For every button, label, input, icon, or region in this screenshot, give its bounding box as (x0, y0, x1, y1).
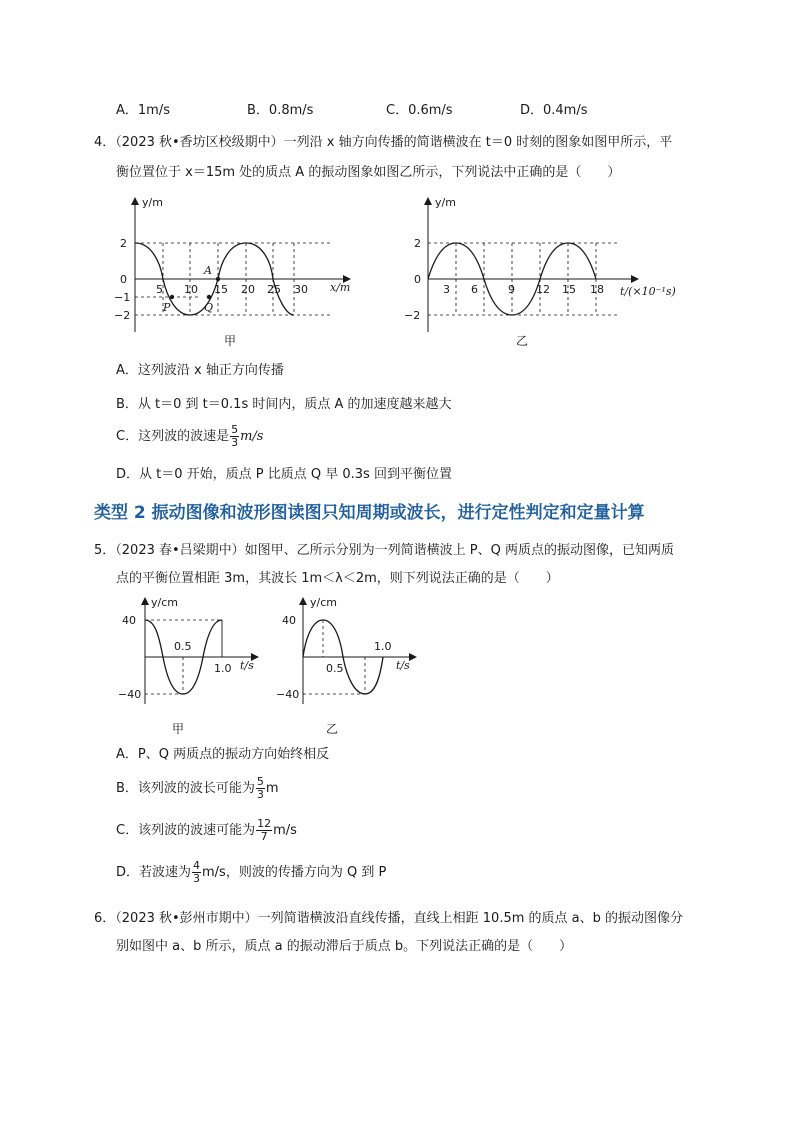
q4-left-ytick-2: 2 (120, 237, 127, 250)
q4-option-c-fraction: $\frac{5}{3}$ (231, 423, 239, 449)
q4-left-xtick-25: 25 (267, 283, 281, 296)
q5-option-c: C．该列波的波速可能为 $\frac{12}{7}$ m/s (116, 817, 297, 843)
q5-q-vibration-graph (270, 592, 430, 712)
q5-left-ytick-m40: −40 (118, 688, 142, 701)
q4-point-p: P (163, 301, 171, 314)
q4-left-xtick-20: 20 (241, 283, 255, 296)
q5-option-b-fraction: $\frac{5}{3}$ (256, 775, 264, 801)
q3-option-c: C．0.6m/s (386, 103, 453, 118)
q4-right-xtick-12: 12 (536, 283, 550, 296)
q5-left-xtick-1-0: 1.0 (214, 662, 232, 675)
q5-option-d-fraction: $\frac{4}{3}$ (193, 859, 201, 885)
q4-left-xlabel: x/m (330, 281, 351, 294)
q5-option-a: A．P、Q 两质点的振动方向始终相反 (116, 747, 330, 762)
q4-left-xtick-10: 10 (184, 283, 198, 296)
q3-option-a: A．1m/s (116, 103, 170, 118)
q5-option-d: D．若波速为 $\frac{4}{3}$ m/s，则波的传播方向为 Q 到 P (116, 859, 387, 885)
q4-right-ylabel: y/m (435, 196, 456, 209)
q4-stem-line2: 衡位置位于 x＝15m 处的质点 A 的振动图象如图乙所示，下列说法中正确的是（ ） (116, 165, 621, 180)
q5-stem-line1: 5．（2023 春•吕梁期中）如图甲、乙所示分别为一列简谐横波上 P、Q 两质点的振动图像，已知两质 (94, 543, 674, 558)
q4-right-xtick-9: 9 (508, 283, 515, 296)
q4-left-ytick-m1: −1 (114, 291, 131, 304)
q4-option-a: A．这列波沿 x 轴正方向传播 (116, 363, 284, 378)
q4-point-q: Q (204, 301, 214, 314)
q5-stem-line2: 点的平衡位置相距 3m，其波长 1m＜λ＜2m，则下列说法正确的是（ ） (116, 571, 559, 586)
q4-vibration-graph (398, 192, 688, 342)
q4-right-xlabel: t/(×10⁻¹s) (620, 285, 676, 298)
q5-right-ytick-m40: −40 (276, 688, 300, 701)
q3-option-d: D．0.4m/s (520, 103, 588, 118)
q5-right-xtick-1-0: 1.0 (374, 640, 392, 653)
q6-stem-line1: 6．（2023 秋•彭州市期中）一列简谐横波沿直线传播，直线上相距 10.5m 的质点 a、b 的振动图像分 (94, 911, 684, 926)
q5-left-ytick-40: 40 (122, 614, 136, 627)
q5-left-xtick-0-5: 0.5 (174, 640, 192, 653)
q4-left-xtick-30: 30 (294, 283, 308, 296)
q5-right-xtick-0-5: 0.5 (326, 662, 344, 675)
q5-right-xlabel: t/s (396, 659, 410, 672)
q4-right-xtick-3: 3 (443, 283, 450, 296)
q5-p-vibration-graph (118, 592, 268, 712)
q4-right-xtick-15: 15 (562, 283, 576, 296)
q4-left-caption: 甲 (224, 334, 237, 348)
q5-left-caption: 甲 (172, 722, 185, 736)
q4-right-ytick-0: 0 (414, 273, 421, 286)
q5-left-ylabel: y/cm (151, 596, 178, 609)
q6-stem-line2: 别如图中 a、b 所示，质点 a 的振动滞后于质点 b。下列说法正确的是（ ） (116, 939, 573, 954)
q4-wave-graph (110, 192, 370, 342)
q3-option-b: B．0.8m/s (247, 103, 314, 118)
q4-left-ytick-0: 0 (120, 273, 127, 286)
q5-left-xlabel: t/s (240, 659, 254, 672)
q4-left-xtick-5: 5 (156, 283, 163, 296)
q4-option-c: C．这列波的波速是 $\frac{5}{3}$ m/s (116, 423, 264, 449)
q5-right-ylabel: y/cm (310, 596, 337, 609)
q5-right-ytick-40: 40 (282, 614, 296, 627)
q4-left-ytick-m2: −2 (114, 309, 131, 322)
q4-right-xtick-6: 6 (471, 283, 478, 296)
q4-right-xtick-18: 18 (590, 283, 604, 296)
q5-right-caption: 乙 (326, 722, 339, 736)
q5-option-b: B．该列波的波长可能为 $\frac{5}{3}$ m (116, 775, 279, 801)
q4-left-ylabel: y/m (142, 196, 163, 209)
q4-point-a: A (204, 264, 212, 277)
q4-stem-line1: 4．（2023 秋•香坊区校级期中）一列沿 x 轴方向传播的简谐横波在 t＝0 时刻的图象如图甲所示，平 (94, 135, 673, 150)
q4-option-d: D．从 t＝0 开始，质点 P 比质点 Q 早 0.3s 回到平衡位置 (116, 467, 452, 482)
q5-option-c-fraction: $\frac{12}{7}$ (257, 817, 272, 843)
q4-right-ytick-2: 2 (414, 237, 421, 250)
q4-right-ytick-m2: −2 (404, 309, 421, 322)
section-heading: 类型 2 振动图像和波形图读图只知周期或波长，进行定性判定和定量计算 (94, 503, 645, 523)
q4-left-xtick-15: 15 (214, 283, 228, 296)
q4-right-caption: 乙 (516, 334, 529, 348)
q4-option-b: B．从 t＝0 到 t＝0.1s 时间内，质点 A 的加速度越来越大 (116, 397, 452, 412)
